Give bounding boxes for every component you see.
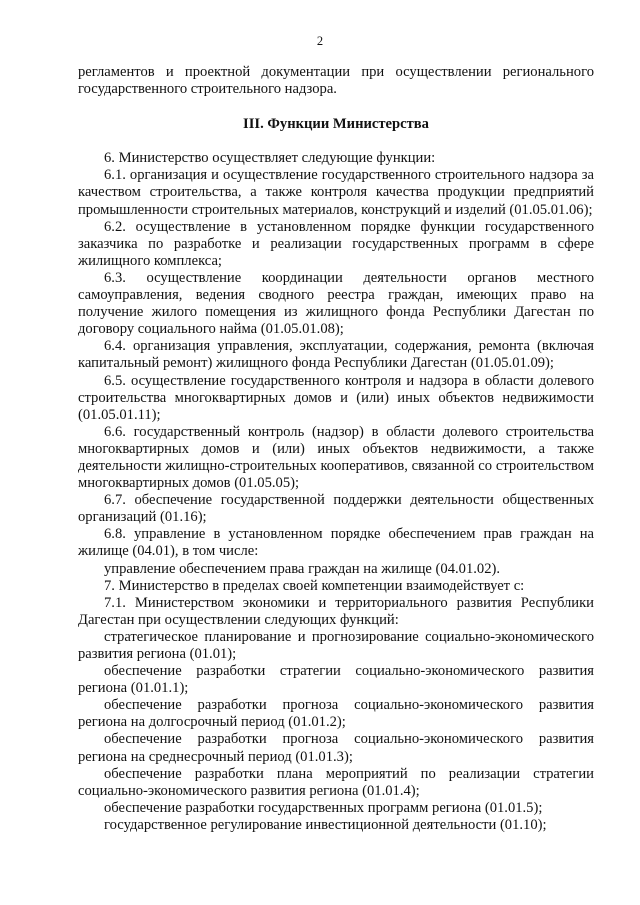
document-body — [78, 64, 594, 834]
paragraph: 6.1. организация и осуществление государственного строительного надзора за качеством строительства, а также контроля качества продукции предприятий промышленности строительных материалов, конструкций и изделий (01.05.01.06); — [78, 167, 594, 218]
paragraph: обеспечение разработки прогноза социально-экономического развития региона на долгосрочный период (01.01.2); — [78, 697, 594, 731]
paragraph: 6.2. осуществление в установленном порядке функции государственного заказчика по разработке и реализации государственных программ в сфере жилищного комплекса; — [78, 218, 594, 269]
paragraph: управление обеспечением права граждан на жилище (04.01.02). — [104, 560, 500, 577]
paragraph: 6.8. управление в установленном порядке обеспечением прав граждан на жилище (04.01), в том числе: — [78, 526, 594, 560]
paragraph: 6.7. обеспечение государственной поддержки деятельности общественных организаций (01.16); — [78, 492, 594, 526]
paragraph: обеспечение разработки государственных программ региона (01.01.5); — [104, 799, 543, 816]
paragraph: стратегическое планирование и прогнозирование социально-экономического развития региона (01.01); — [78, 628, 594, 662]
paragraph: государственное регулирование инвестиционной деятельности (01.10); — [104, 816, 547, 833]
paragraph: 7.1. Министерством экономики и территориального развития Республики Дагестан при осуществлении следующих функций: — [78, 594, 594, 628]
paragraph: регламентов и проектной документации при осуществлении регионального государственного строительного надзора. — [78, 64, 594, 98]
page-number: 2 — [316, 34, 324, 48]
paragraph: 6.5. осуществление государственного контроля и надзора в области долевого строительства многоквартирных домов и (или) иных объектов недвижимости (01.05.01.11); — [78, 372, 594, 423]
paragraph: 6.4. организация управления, эксплуатации, содержания, ремонта (включая капитальный ремонт) жилищного фонда Республики Дагестан (01.05.01.09); — [78, 338, 594, 372]
paragraph: 7. Министерство в пределах своей компетенции взаимодействует с: — [104, 577, 525, 594]
paragraph: 6.6. государственный контроль (надзор) в области долевого строительства многоквартирных домов и (или) иных объектов недвижимости, а также деятельности жилищно-строительных кооперативов, связанной со строительством многоквартирных домов (01.05.05); — [78, 423, 594, 492]
paragraph: обеспечение разработки плана мероприятий по реализации стратегии социально-экономического развития региона (01.01.4); — [78, 765, 594, 799]
paragraph: 6. Министерство осуществляет следующие функции: — [104, 150, 436, 167]
paragraph: обеспечение разработки прогноза социально-экономического развития региона на среднесрочный период (01.01.3); — [78, 731, 594, 765]
paragraph: 6.3. осуществление координации деятельности органов местного самоуправления, ведения сводного реестра граждан, имеющих право на получение жилого помещения из жилищного фонда Республики Дагестан по договору социального найма (01.05.01.08); — [78, 269, 594, 338]
section-heading: III. Функции Министерства — [243, 116, 429, 133]
paragraph: обеспечение разработки стратегии социально-экономического развития региона (01.01.1); — [78, 663, 594, 697]
